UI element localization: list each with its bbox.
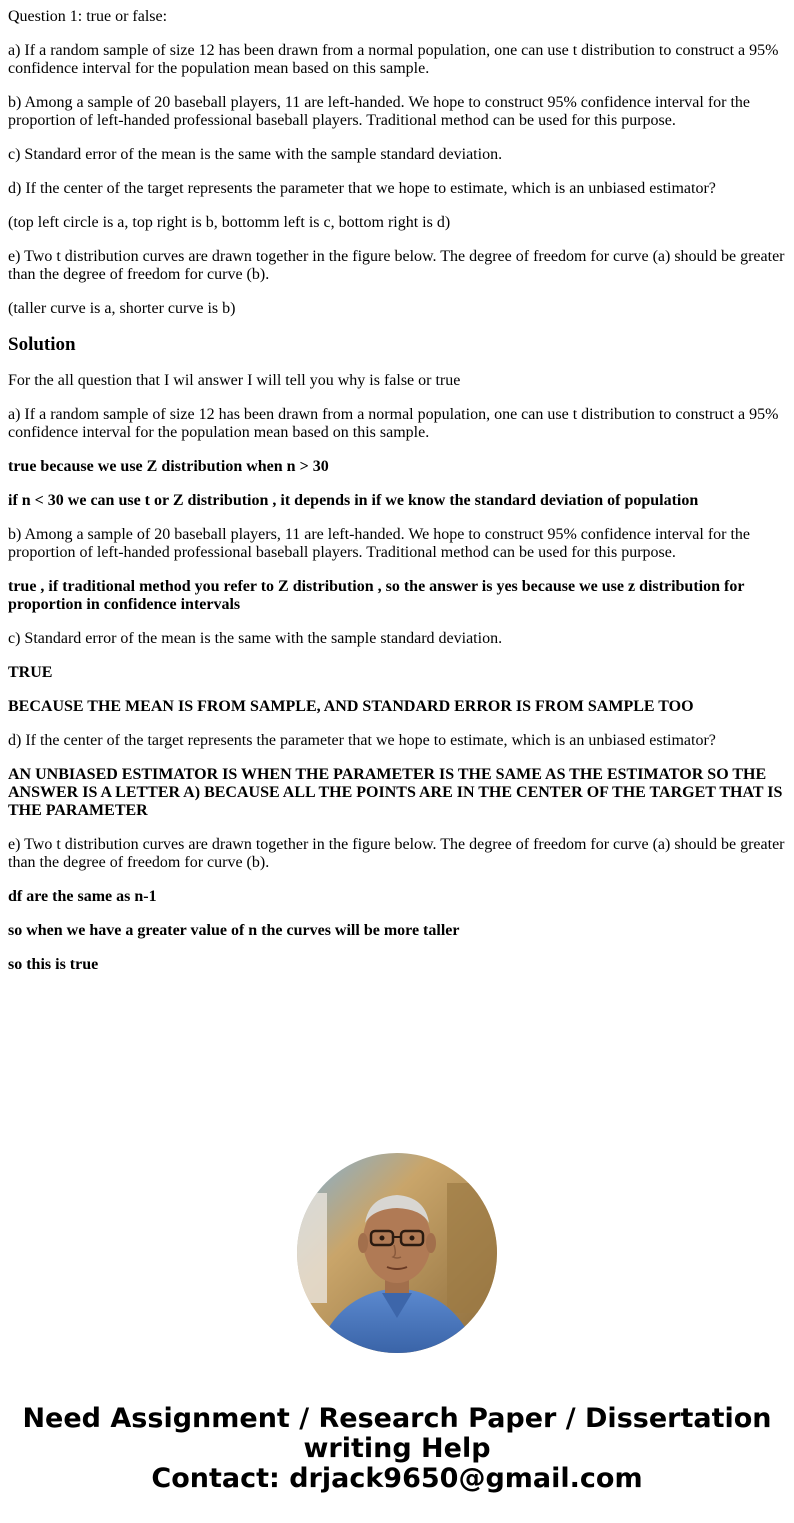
author-photo xyxy=(297,1153,497,1353)
solution-e-answer-1: df are the same as n-1 xyxy=(8,888,157,905)
question-d-note: (top left circle is a, top right is b, bottomm left is c, bottom right is d) xyxy=(8,214,451,231)
promo-line-1: Need Assignment / Research Paper / Dissertation xyxy=(22,1403,772,1434)
solution-d-answer: AN UNBIASED ESTIMATOR IS WHEN THE PARAMETER IS THE SAME AS THE ESTIMATOR SO THE ANSWER IS A LETTER A) BECAUSE ALL THE POINTS ARE IN THE CENTER OF THE TARGET THAT IS THE PARAMETER xyxy=(8,766,783,819)
solution-d-question: d) If the center of the target represents the parameter that we hope to estimate, which is an unbiased estimator? xyxy=(8,732,716,749)
promo-contact: Contact: drjack9650@gmail.com xyxy=(151,1463,643,1494)
solution-heading: Solution xyxy=(8,334,76,355)
question-e-note: (taller curve is a, shorter curve is b) xyxy=(8,300,236,317)
question-a: a) If a random sample of size 12 has been drawn from a normal population, one can use t distribution to construct a 95% confidence interval for the population mean based on this sample. xyxy=(8,42,779,77)
solution-b-question: b) Among a sample of 20 baseball players, 11 are left-handed. We hope to construct 95% confidence interval for the proportion of left-handed professional baseball players. Traditional method can be used for this purpose. xyxy=(8,526,751,561)
solution-a-answer-2: if n < 30 we can use t or Z distribution , it depends in if we know the standard deviation of population xyxy=(8,492,699,509)
solution-e-answer-3: so this is true xyxy=(8,956,99,973)
question-e: e) Two t distribution curves are drawn together in the figure below. The degree of freedom for curve (a) should be greater than the degree of freedom for curve (b). xyxy=(8,248,785,283)
promo-footer xyxy=(0,1404,794,1494)
solution-c-question: c) Standard error of the mean is the same with the sample standard deviation. xyxy=(8,630,503,647)
solution-c-answer-2: BECAUSE THE MEAN IS FROM SAMPLE, AND STANDARD ERROR IS FROM SAMPLE TOO xyxy=(8,698,694,715)
solution-e-answer-2: so when we have a greater value of n the curves will be more taller xyxy=(8,922,460,939)
question-d: d) If the center of the target represents the parameter that we hope to estimate, which is an unbiased estimator? xyxy=(8,180,716,197)
solution-b-answer: true , if traditional method you refer to Z distribution , so the answer is yes because we use z distribution for proportion in confidence intervals xyxy=(8,578,745,613)
solution-intro: For the all question that I wil answer I will tell you why is false or true xyxy=(8,372,461,389)
solution-a-answer-1: true because we use Z distribution when n > 30 xyxy=(8,458,329,475)
promo-line-2: writing Help xyxy=(303,1433,491,1464)
author-avatar xyxy=(297,1153,497,1353)
question-b: b) Among a sample of 20 baseball players, 11 are left-handed. We hope to construct 95% confidence interval for the proportion of left-handed professional baseball players. Traditional method can be used for this purpose. xyxy=(8,94,751,129)
question-c: c) Standard error of the mean is the same with the sample standard deviation. xyxy=(8,146,503,163)
question-intro: Question 1: true or false: xyxy=(8,8,168,25)
document-body xyxy=(8,8,788,990)
solution-e-question: e) Two t distribution curves are drawn together in the figure below. The degree of freedom for curve (a) should be greater than the degree of freedom for curve (b). xyxy=(8,836,785,871)
solution-c-answer-1: TRUE xyxy=(8,664,53,681)
solution-a-question: a) If a random sample of size 12 has been drawn from a normal population, one can use t distribution to construct a 95% confidence interval for the population mean based on this sample. xyxy=(8,406,779,441)
